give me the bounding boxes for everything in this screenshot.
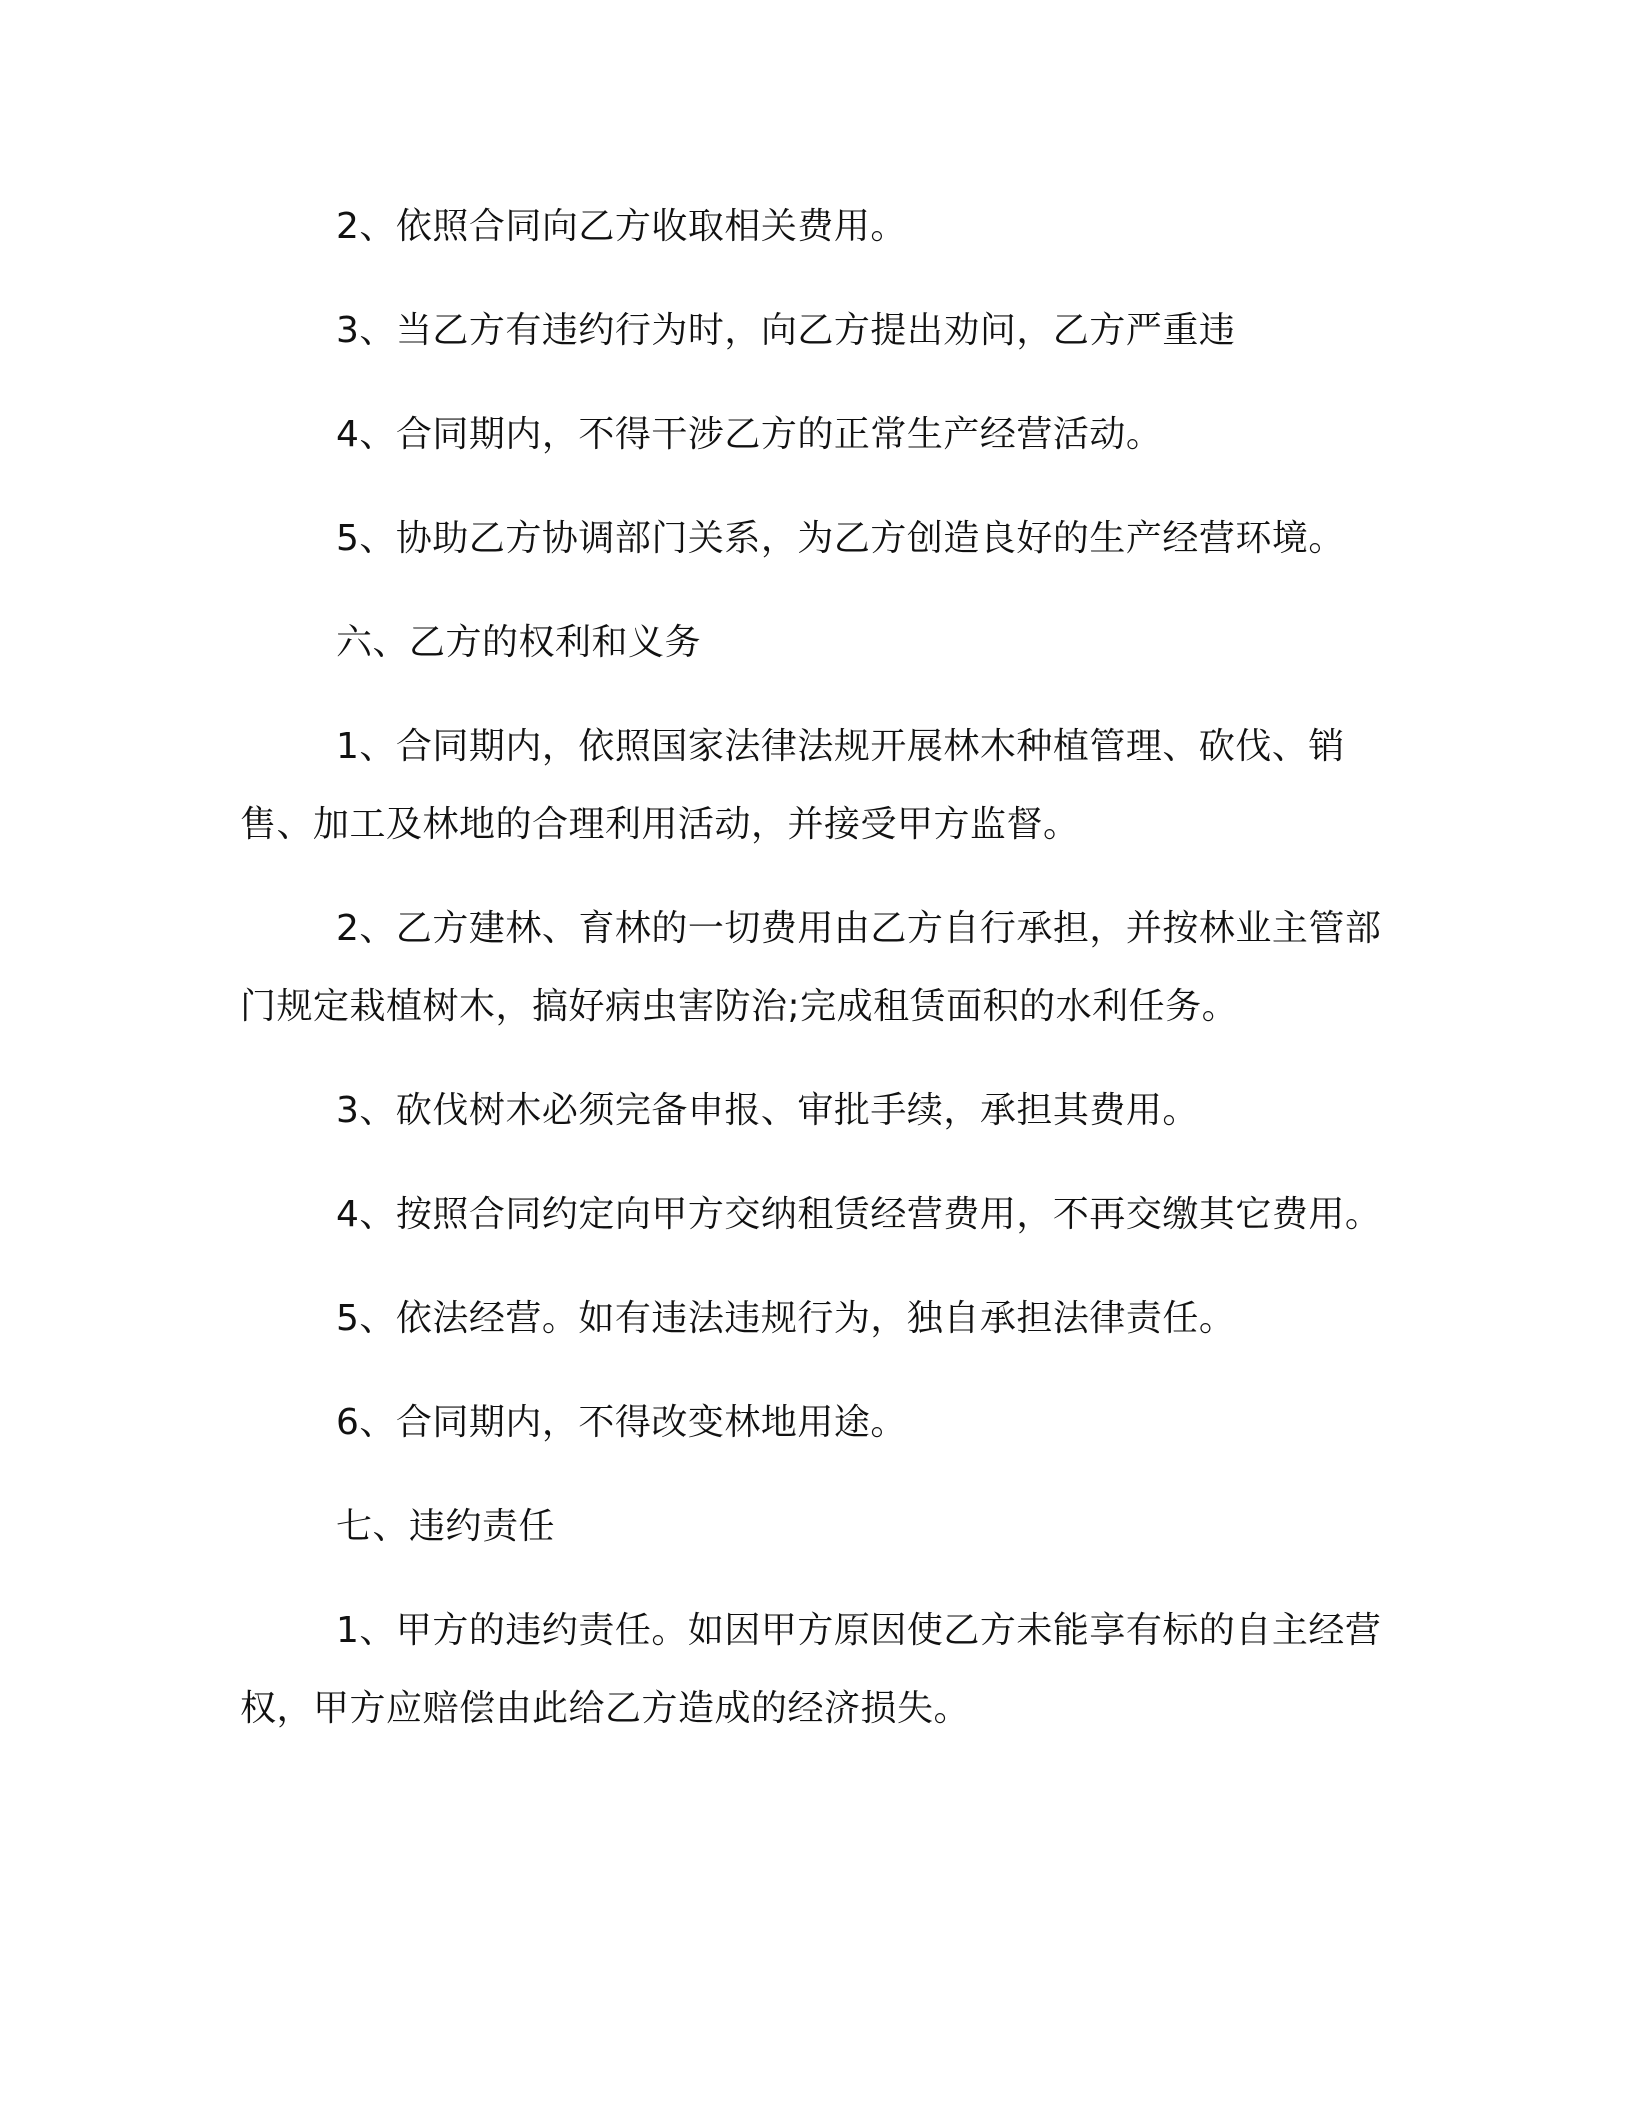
clause-party-a-liability: 1、甲方的违约责任。如因甲方原因使乙方未能享有标的自主经营权，甲方应赔偿由此给乙方造成的经济损失。 (240, 1610, 1382, 1729)
clause-fee-collection: 2、依照合同向乙方收取相关费用。 (336, 206, 907, 247)
document-body (240, 188, 1400, 1774)
section-heading-liability: 七、违约责任 (336, 1506, 556, 1547)
clause-no-interference: 4、合同期内，不得干涉乙方的正常生产经营活动。 (336, 414, 1163, 455)
section-heading-party-b-rights: 六、乙方的权利和义务 (336, 622, 702, 663)
clause-land-use: 6、合同期内，不得改变林地用途。 (336, 1402, 907, 1443)
clause-coordinate-relations: 5、协助乙方协调部门关系，为乙方创造良好的生产经营环境。 (336, 518, 1345, 559)
clause-breach-inquiry: 3、当乙方有违约行为时，向乙方提出劝问，乙方严重违 (336, 310, 1236, 351)
clause-afforestation-costs: 2、乙方建林、育林的一切费用由乙方自行承担，并按林业主管部门规定栽植树木，搞好病虫害防治;完成租赁面积的水利任务。 (240, 908, 1382, 1027)
clause-forestry-activities: 1、合同期内，依照国家法律法规开展林木种植管理、砍伐、销售、加工及林地的合理利用活动，并接受甲方监督。 (240, 726, 1345, 845)
clause-lease-fees: 4、按照合同约定向甲方交纳租赁经营费用，不再交缴其它费用。 (336, 1194, 1382, 1235)
clause-lawful-operation: 5、依法经营。如有违法违规行为，独自承担法律责任。 (336, 1298, 1236, 1339)
clause-logging-approval: 3、砍伐树木必须完备申报、审批手续，承担其费用。 (336, 1090, 1199, 1131)
